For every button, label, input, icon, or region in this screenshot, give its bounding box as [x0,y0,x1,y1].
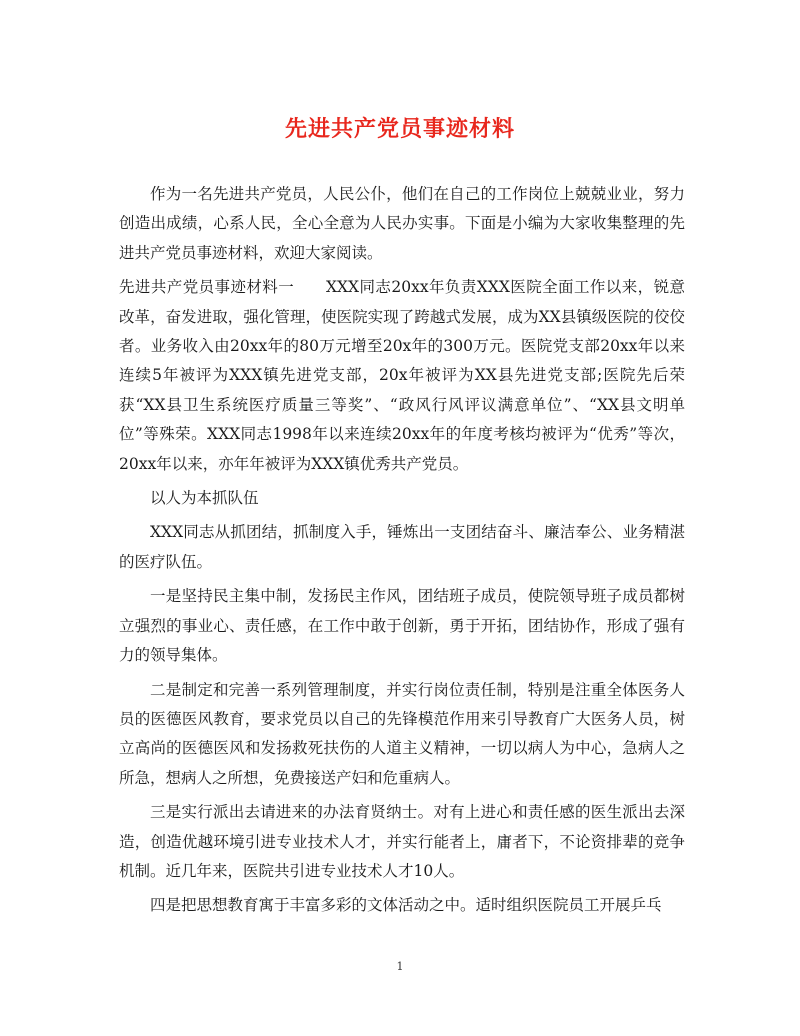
page-number: 1 [396,960,404,973]
point-three-paragraph: 三是实行派出去请进来的办法育贤纳士。对有上进心和责任感的医生派出去深造，创造优越环境引进专业技术人才，并实行能者上，庸者下，不论资排辈的竞争机制。近几年来，医院共引进专业技术人才10人。 [119,803,685,880]
team-paragraph: XXX同志从抓团结，抓制度入手，锤炼出一支团结奋斗、廉洁奉公、业务精湛的医疗队伍。 [119,523,685,571]
document-body [119,180,685,926]
document-title: 先进共产党员事迹材料 [284,116,515,142]
intro-paragraph: 作为一名先进共产党员，人民公仆，他们在自己的工作岗位上兢兢业业，努力创造出成绩，心系人民，全心全意为人民办实事。下面是小编为大家收集整理的先进共产党员事迹材料，欢迎大家阅读。 [119,185,685,262]
material-one-paragraph: 先进共产党员事迹材料一 XXX同志20xx年负责XXX医院全面工作以来，锐意改革，奋发进取，强化管理，使医院实现了跨越式发展，成为XX县镇级医院的佼佼者。业务收入由20xx年的80万元增至20x年的300万元。医院党支部20xx年以来连续5年被评为XXX镇先进党支部，20x年被评为XX县先进党支部;医院先后荣获“XX县卫生系统医疗质量三等奖”、“政风行风评议满意单位”、“XX县文明单位”等殊荣。XXX同志1998年以来连续20xx年的年度考核均被评为“优秀”等次，20xx年以来，亦年年被评为XXX镇优秀共产党员。 [119,278,685,473]
point-two-paragraph: 二是制定和完善一系列管理制度，并实行岗位责任制，特别是注重全体医务人员的医德医风教育，要求党员以自己的先锋模范作用来引导教育广大医务人员，树立高尚的医德医风和发扬救死扶伤的人道主义精神，一切以病人为中心，急病人之所急，想病人之所想，免费接送产妇和危重病人。 [119,680,685,787]
point-one-paragraph: 一是坚持民主集中制，发扬民主作风，团结班子成员，使院领导班子成员都树立强烈的事业心、责任感，在工作中敢于创新，勇于开拓，团结协作，形成了强有力的领导集体。 [119,587,685,665]
section-heading: 以人为本抓队伍 [150,489,259,508]
point-four-paragraph: 四是把思想教育寓于丰富多彩的文体活动之中。适时组织医院员工开展乒乓 [150,896,662,915]
